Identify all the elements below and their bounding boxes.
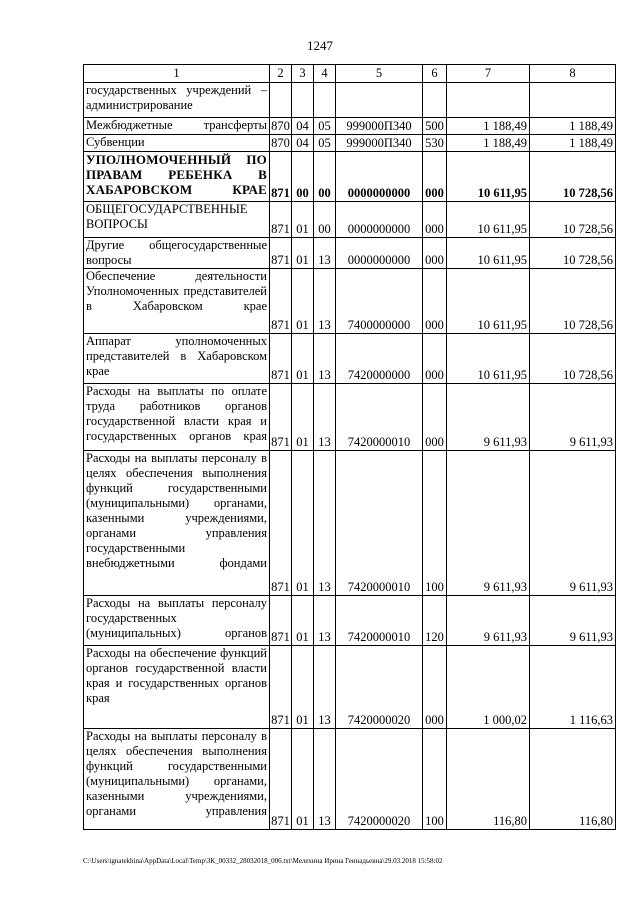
subsection-cell: 13 [314,269,336,334]
row-name-cell: Расходы на обеспечение функций органов государственной власти края и государственных органов края [84,646,270,729]
grbs-cell: 871 [270,269,292,334]
row-name-cell: Расходы на выплаты персоналу в целях обеспечения выполнения функций государственными (муниципальными) органами, казенными учреждениями, органами управления [84,729,270,830]
column-header: 1 [84,65,270,83]
sum-year1-cell: 10 611,95 [447,269,530,334]
sum-year2-cell: 10 728,56 [530,269,616,334]
subsection-cell: 05 [314,118,336,135]
page-number: 1247 [307,38,333,53]
expense-type-cell: 000 [423,334,447,384]
target-article-cell: 7420000010 [336,596,423,646]
section-cell: 01 [292,729,314,830]
expense-type-cell: 100 [423,729,447,830]
row-name-cell: ОБЩЕГОСУДАРСТВЕННЫЕ ВОПРОСЫ [84,202,270,238]
sum-year1-cell: 10 611,95 [447,238,530,269]
sum-year1-cell: 9 611,93 [447,596,530,646]
row-name-cell: Расходы на выплаты по оплате труда работников органов государственной власти края и государственных органов края [84,384,270,451]
target-article-cell: 999000П340 [336,118,423,135]
section-cell: 01 [292,596,314,646]
sum-year2-cell: 9 611,93 [530,596,616,646]
row-name-cell: УПОЛНОМОЧЕННЫЙ ПО ПРАВАМ РЕБЕНКА В ХАБАРОВСКОМ КРАЕ [84,152,270,202]
section-cell: 01 [292,238,314,269]
sum-year1-cell [447,83,530,118]
sum-year1-cell: 1 000,02 [447,646,530,729]
subsection-cell: 00 [314,202,336,238]
sum-year2-cell: 1 116,63 [530,646,616,729]
grbs-cell: 871 [270,646,292,729]
grbs-cell: 871 [270,152,292,202]
target-article-cell: 0000000000 [336,202,423,238]
expense-type-cell: 100 [423,451,447,596]
grbs-cell: 871 [270,729,292,830]
target-article-cell: 7420000010 [336,451,423,596]
grbs-cell [270,83,292,118]
row-name-cell: Субвенции [84,135,270,152]
expense-type-cell: 530 [423,135,447,152]
expense-type-cell: 000 [423,202,447,238]
column-header: 7 [447,65,530,83]
expense-type-cell: 500 [423,118,447,135]
expense-type-cell: 000 [423,238,447,269]
subsection-cell: 13 [314,596,336,646]
section-cell: 01 [292,451,314,596]
target-article-cell: 7400000000 [336,269,423,334]
grbs-cell: 870 [271,119,290,133]
sum-year2-cell: 116,80 [530,729,616,830]
sum-year2-cell: 9 611,93 [530,384,616,451]
section-cell: 00 [292,152,314,202]
target-article-cell: 7420000020 [336,646,423,729]
target-article-cell: 7420000000 [336,334,423,384]
expense-type-cell [423,83,447,118]
sum-year2-cell: 10 728,56 [530,202,616,238]
column-header: 4 [314,65,336,83]
subsection-cell: 13 [314,729,336,830]
expense-type-cell: 000 [423,269,447,334]
subsection-cell: 00 [314,152,336,202]
sum-year1-cell: 10 611,95 [447,152,530,202]
section-cell: 04 [292,118,314,135]
table-row [84,729,616,830]
subsection-cell: 13 [314,451,336,596]
sum-year2-cell: 10 728,56 [530,334,616,384]
section-cell [292,83,314,118]
sum-year2-cell [530,83,616,118]
table-row [84,135,616,152]
target-article-cell: 7420000010 [336,384,423,451]
sum-year1-cell: 1 188,49 [447,135,530,152]
section-cell: 01 [292,646,314,729]
table-row [84,152,616,202]
section-cell: 01 [292,202,314,238]
table-row [84,334,616,384]
table-row [84,384,616,451]
budget-table [83,64,616,830]
section-cell: 01 [292,334,314,384]
sum-year2-cell: 9 611,93 [530,451,616,596]
column-header: 3 [292,65,314,83]
grbs-cell: 871 [270,384,292,451]
file-path-footer: C:\Users\ignatekhina\AppData\Local\Temp\ЗК_00332_28032018_006.txt\Мелехина Ирина Геннадьевна\29.03.2018 15:58:02 [83,857,443,865]
sum-year2-cell: 10 728,56 [530,152,616,202]
column-header: 8 [530,65,616,83]
target-article-cell: 999000П340 [336,135,423,152]
row-name-cell: Аппарат уполномоченных представителей в Хабаровском крае [84,334,270,384]
grbs-cell: 870 [271,136,290,150]
expense-type-cell: 000 [423,384,447,451]
grbs-cell: 871 [270,451,292,596]
sum-year1-cell: 116,80 [447,729,530,830]
grbs-cell: 871 [270,334,292,384]
row-name-cell: Расходы на выплаты персоналу в целях обеспечения выполнения функций государственными (муниципальными) органами, казенными учреждениями, органами управления государственными внебюджетными фондами [84,451,270,596]
table-row [84,202,616,238]
grbs-cell: 871 [270,596,292,646]
sum-year1-cell: 9 611,93 [447,451,530,596]
sum-year2-cell: 1 188,49 [530,135,616,152]
table-row [84,269,616,334]
sum-year1-cell: 9 611,93 [447,384,530,451]
table-row [84,238,616,269]
table-row [84,646,616,729]
target-article-cell [336,83,423,118]
expense-type-cell: 000 [423,152,447,202]
sum-year2-cell: 10 728,56 [530,238,616,269]
table-row [84,451,616,596]
column-header: 6 [423,65,447,83]
sum-year2-cell: 1 188,49 [530,118,616,135]
table-row [84,596,616,646]
target-article-cell: 0000000000 [336,152,423,202]
sum-year1-cell: 10 611,95 [447,334,530,384]
header-row [84,65,616,83]
section-cell: 01 [292,269,314,334]
row-name-cell: Межбюджетные трансферты [84,118,270,135]
subsection-cell: 13 [314,646,336,729]
column-header: 5 [336,65,423,83]
expense-type-cell: 120 [423,596,447,646]
subsection-cell: 13 [314,334,336,384]
column-header: 2 [270,65,292,83]
row-name-cell: государственных учреждений – администрирование [84,83,270,118]
table-row [84,118,616,135]
section-cell: 01 [292,384,314,451]
table-row [84,83,616,118]
subsection-cell [314,83,336,118]
expense-type-cell: 000 [423,646,447,729]
sum-year1-cell: 1 188,49 [447,118,530,135]
grbs-cell: 871 [270,202,292,238]
section-cell: 04 [292,135,314,152]
target-article-cell: 7420000020 [336,729,423,830]
row-name-cell: Обеспечение деятельности Уполномоченных представителей в Хабаровском крае [84,269,270,334]
subsection-cell: 13 [314,384,336,451]
grbs-cell: 871 [270,238,292,269]
row-name-cell: Расходы на выплаты персоналу государственных (муниципальных) органов [84,596,270,646]
target-article-cell: 0000000000 [336,238,423,269]
subsection-cell: 05 [314,135,336,152]
row-name-cell: Другие общегосударственные вопросы [84,238,270,269]
sum-year1-cell: 10 611,95 [447,202,530,238]
subsection-cell: 13 [314,238,336,269]
